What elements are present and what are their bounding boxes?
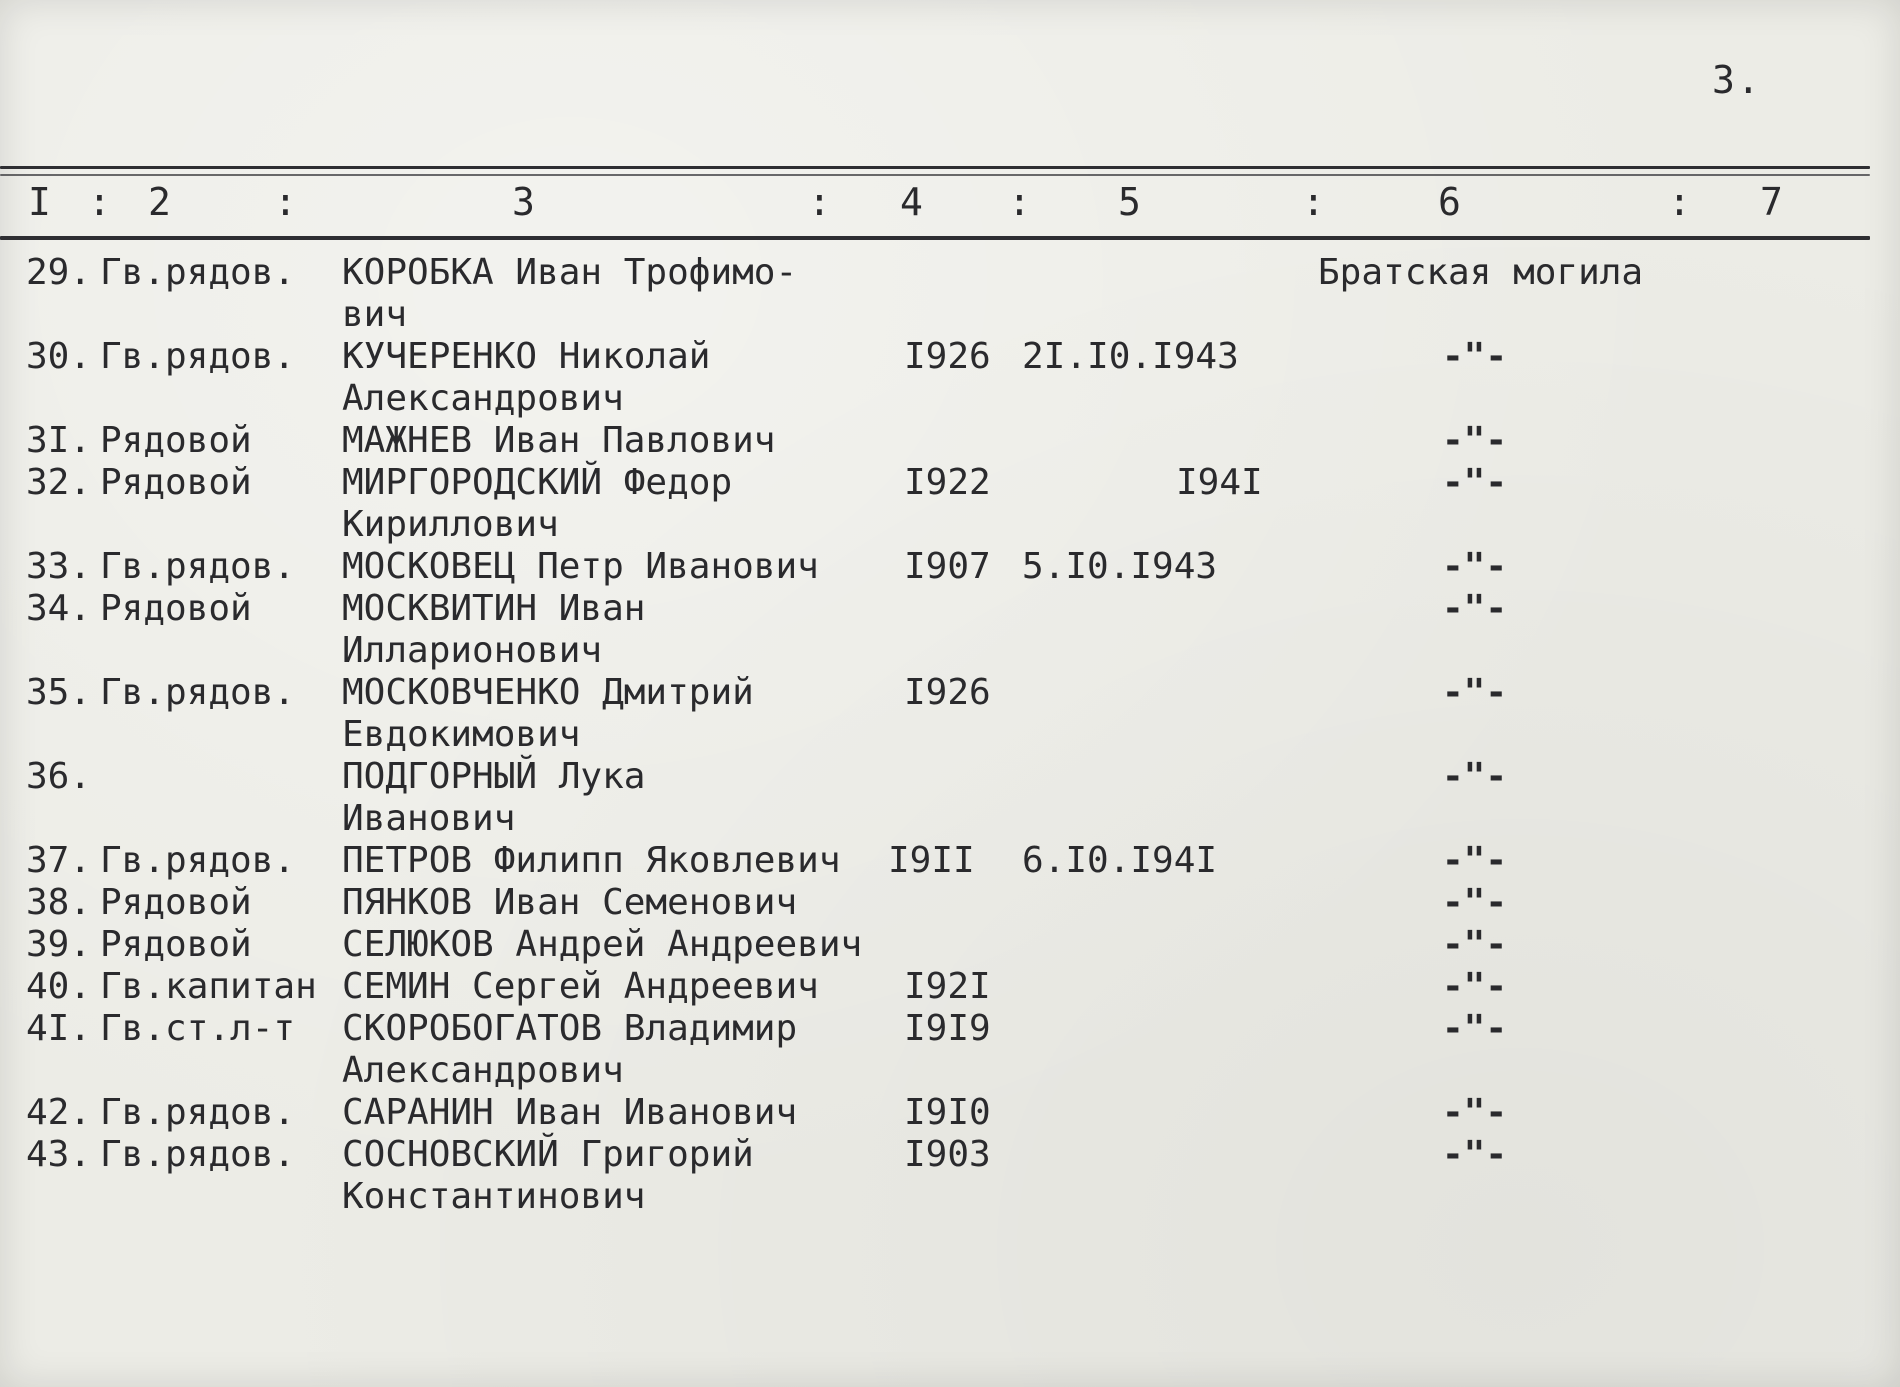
page-number: 3. — [1712, 58, 1762, 102]
entry-rank: Рядовой — [100, 924, 252, 965]
entry-birth-year: I9II — [888, 840, 975, 881]
entry-birth-year: I926 — [904, 336, 991, 377]
entry-name: САРАНИН Иван Иванович — [342, 1092, 798, 1133]
entry-number: 36. — [26, 756, 92, 797]
column-separator: : — [1008, 180, 1031, 224]
entry-name: ПОДГОРНЫЙ Лука — [342, 756, 646, 797]
entry-rank: Гв.капитан — [100, 966, 317, 1007]
entry-ditto-mark: -"- — [1442, 588, 1508, 629]
entry-rank: Гв.рядов. — [100, 672, 296, 713]
entry-ditto-mark: -"- — [1442, 924, 1508, 965]
entry-rank: Гв.ст.л-т — [100, 1008, 296, 1049]
entry-name: МОСКОВЧЕНКО Дмитрий — [342, 672, 754, 713]
entry-name: МОСКОВЕЦ Петр Иванович — [342, 546, 819, 587]
column-header-5: 5 — [1118, 180, 1141, 224]
entry-ditto-mark: -"- — [1442, 840, 1508, 881]
column-separator: : — [88, 180, 111, 224]
entry-birth-year: I92I — [904, 966, 991, 1007]
entry-ditto-mark: -"- — [1442, 966, 1508, 1007]
entry-ditto-mark: -"- — [1442, 336, 1508, 377]
entry-name: КУЧЕРЕНКО Николай — [342, 336, 711, 377]
entry-birth-year: I926 — [904, 672, 991, 713]
entry-name-continuation: Евдокимович — [342, 714, 581, 755]
entry-rank: Гв.рядов. — [100, 336, 296, 377]
entry-name: СОСНОВСКИЙ Григорий — [342, 1134, 754, 1175]
entry-number: 30. — [26, 336, 92, 377]
header-bottom-rule — [0, 236, 1870, 240]
entry-name-continuation: Илларионович — [342, 630, 603, 671]
entry-birth-year: I903 — [904, 1134, 991, 1175]
entry-number: 40. — [26, 966, 92, 1007]
entry-name-continuation: Иванович — [342, 798, 516, 839]
entry-death-date: I94I — [1176, 462, 1263, 503]
entry-number: 4I. — [26, 1008, 92, 1049]
entry-number: 35. — [26, 672, 92, 713]
entry-number: 29. — [26, 252, 92, 293]
entry-name: ПЯНКОВ Иван Семенович — [342, 882, 798, 923]
entry-name: СЕЛЮКОВ Андрей Андреевич — [342, 924, 863, 965]
entry-name-continuation: Константинович — [342, 1176, 646, 1217]
entry-number: 38. — [26, 882, 92, 923]
entry-name: МАЖНЕВ Иван Павлович — [342, 420, 776, 461]
entry-ditto-mark: -"- — [1442, 1134, 1508, 1175]
entry-rank: Гв.рядов. — [100, 546, 296, 587]
entry-rank: Рядовой — [100, 462, 252, 503]
entry-name-continuation: вич — [342, 294, 408, 335]
entry-birth-year: I907 — [904, 546, 991, 587]
entry-burial-place: Братская могила — [1318, 252, 1644, 293]
entry-ditto-mark: -"- — [1442, 1008, 1508, 1049]
entry-name: СКОРОБОГАТОВ Владимир — [342, 1008, 798, 1049]
entry-number: 39. — [26, 924, 92, 965]
entry-birth-year: I922 — [904, 462, 991, 503]
entry-rank: Гв.рядов. — [100, 840, 296, 881]
entry-ditto-mark: -"- — [1442, 756, 1508, 797]
entry-rank: Гв.рядов. — [100, 252, 296, 293]
column-header-6: 6 — [1438, 180, 1461, 224]
entry-rank: Гв.рядов. — [100, 1134, 296, 1175]
entry-number: 3I. — [26, 420, 92, 461]
header-top-rule — [0, 166, 1870, 169]
column-separator: : — [808, 180, 831, 224]
column-header-row — [0, 180, 1870, 232]
entry-name: СЕМИН Сергей Андреевич — [342, 966, 819, 1007]
entry-rank: Рядовой — [100, 882, 252, 923]
entry-number: 34. — [26, 588, 92, 629]
entry-rank: Рядовой — [100, 588, 252, 629]
entry-death-date: 2I.I0.I943 — [1022, 336, 1239, 377]
entry-name-continuation: Кириллович — [342, 504, 559, 545]
column-header-3: 3 — [512, 180, 535, 224]
entry-rank: Гв.рядов. — [100, 1092, 296, 1133]
entry-number: 32. — [26, 462, 92, 503]
entry-name: МИРГОРОДСКИЙ Федор — [342, 462, 733, 503]
entry-ditto-mark: -"- — [1442, 672, 1508, 713]
entry-ditto-mark: -"- — [1442, 546, 1508, 587]
entry-ditto-mark: -"- — [1442, 462, 1508, 503]
entry-name: КОРОБКА Иван Трофимо- — [342, 252, 798, 293]
column-header-1: I — [28, 180, 51, 224]
entry-number: 43. — [26, 1134, 92, 1175]
entry-death-date: 6.I0.I94I — [1022, 840, 1218, 881]
column-separator: : — [1302, 180, 1325, 224]
entry-ditto-mark: -"- — [1442, 420, 1508, 461]
header-top-rule-shadow — [0, 174, 1870, 176]
entry-name-continuation: Александрович — [342, 378, 624, 419]
column-header-2: 2 — [148, 180, 171, 224]
entry-name: МОСКВИТИН Иван — [342, 588, 646, 629]
entry-number: 42. — [26, 1092, 92, 1133]
entry-ditto-mark: -"- — [1442, 882, 1508, 923]
entry-birth-year: I9I0 — [904, 1092, 991, 1133]
entry-number: 37. — [26, 840, 92, 881]
column-header-4: 4 — [900, 180, 923, 224]
entry-death-date: 5.I0.I943 — [1022, 546, 1218, 587]
entry-birth-year: I9I9 — [904, 1008, 991, 1049]
entry-name-continuation: Александрович — [342, 1050, 624, 1091]
entry-name: ПЕТРОВ Филипп Яковлевич — [342, 840, 841, 881]
column-separator: : — [1668, 180, 1691, 224]
entry-number: 33. — [26, 546, 92, 587]
entry-ditto-mark: -"- — [1442, 1092, 1508, 1133]
entry-rank: Рядовой — [100, 420, 252, 461]
column-header-7: 7 — [1760, 180, 1783, 224]
column-separator: : — [274, 180, 297, 224]
